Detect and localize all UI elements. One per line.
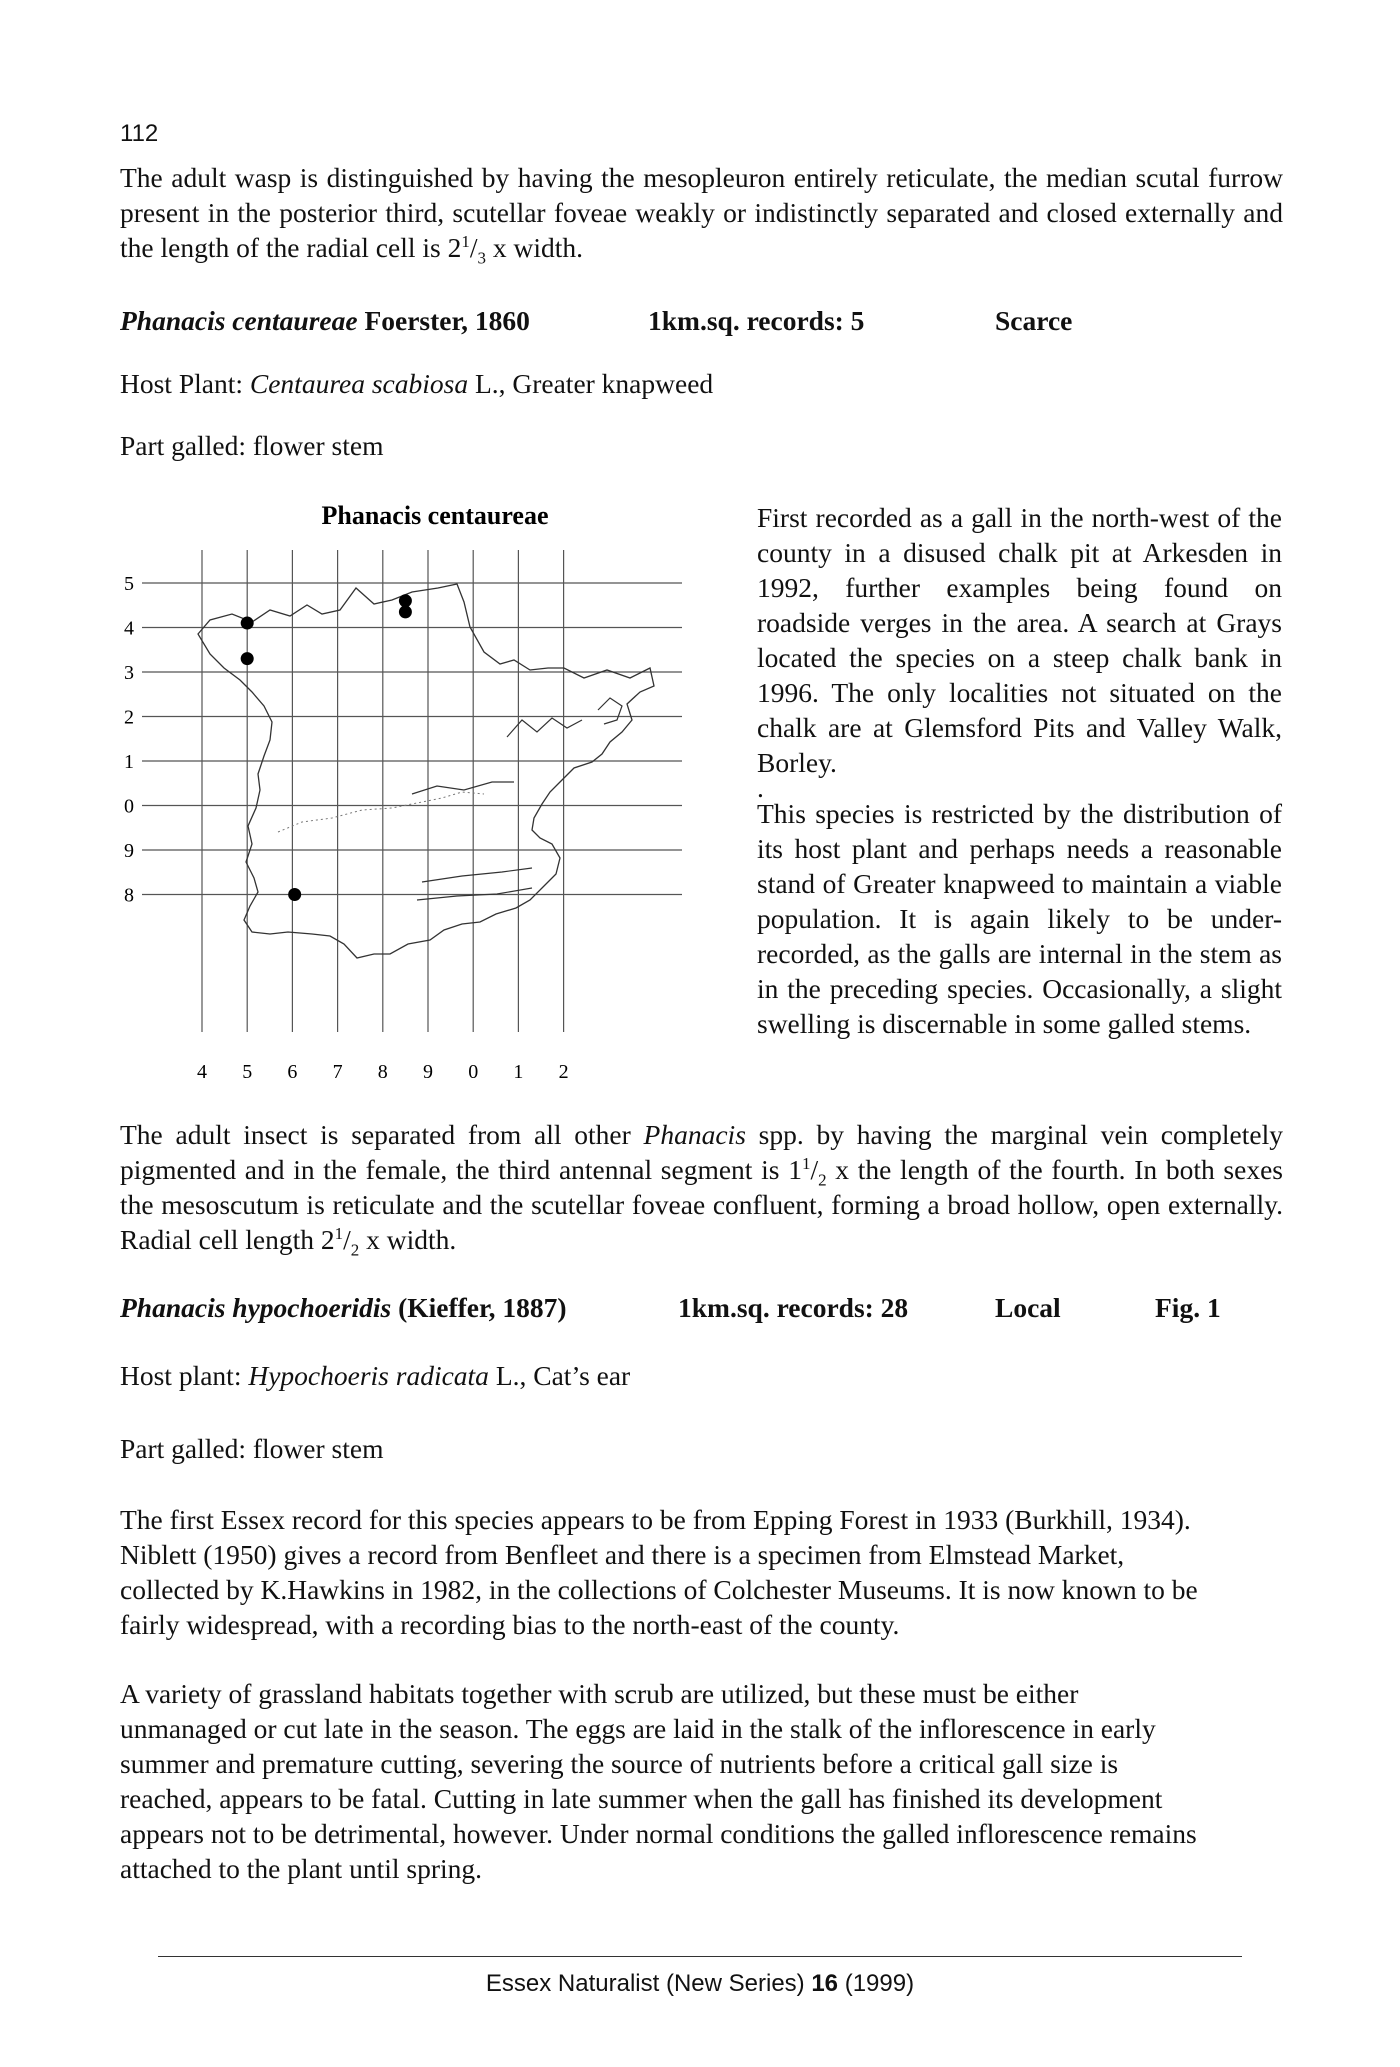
species-name: Phanacis centaureae: [120, 305, 358, 336]
footer-rule: [158, 1956, 1242, 1957]
species-name: Phanacis hypochoeridis: [120, 1292, 392, 1323]
part-galled: Part galled: flower stem: [120, 1433, 384, 1464]
record-dot: [241, 652, 254, 665]
y-axis-label: 9: [124, 840, 134, 862]
notes-paragraph: This species is restricted by the distribution of its host plant and perhaps needs a reasonable stand of Greater knapweed to maintain a viable population. It is again likely to be under-recorded, as the galls are internal in the stem as in the preceding species. Occasionally, a slight swelling is discernable in some galled stems.: [757, 798, 1282, 1039]
map-title: Phanacis centaureae: [321, 501, 549, 530]
distribution-map: [112, 492, 732, 1092]
notes-paragraph: First recorded as a gall in the north-west of the county in a disused chalk pit at Arkesden in 1992, further examples being found on roadside verges in the area. A search at Grays located the species on a steep chalk bank in 1996. The only localities not situated on the chalk are at Glemsford Pits and Valley Walk, Borley.: [757, 502, 1282, 778]
body-paragraph: A variety of grassland habitats together with scrub are utilized, but these must be either unmanaged or cut late in the season. The eggs are laid in the stalk of the inflorescence in early summer and premature cutting, severing the source of nutrients before a critical gall size is reached, appears to be fatal. Cutting in late summer when the gall has finished its development appears not to be detrimental, however. Under normal conditions the galled inflorescence remains attached to the plant until spring.: [120, 1678, 1197, 1884]
part-galled: Part galled: flower stem: [120, 430, 384, 461]
page-number: 112: [120, 120, 159, 147]
y-axis-label: 8: [124, 884, 134, 907]
estuary-line: [422, 868, 532, 882]
host-plant: Host Plant: Centaurea scabiosa L., Greater knapweed: [120, 368, 714, 399]
record-dot: [399, 594, 412, 607]
x-axis-label: 8: [377, 1061, 388, 1083]
x-axis-label: 5: [242, 1061, 253, 1083]
adult-paragraph: The adult insect is separated from all other Phanacis spp. by having the marginal vein completely pigmented and in the female, the third antennal segment is $1^1/_2$ x the length of the fourth. In both sexes the mesoscutum is reticulate and the scutellar foveae confluent, forming a broad hollow, open externally. Radial cell length $2^1/_2$ x width.: [120, 1119, 1283, 1260]
figure-ref: Fig. 1: [1155, 1292, 1221, 1323]
y-axis-label: 2: [124, 706, 134, 729]
x-axis-label: 2: [558, 1061, 569, 1083]
y-axis-label: 3: [124, 662, 134, 684]
county-outline: [198, 584, 654, 958]
species-heading: Phanacis centaureae Foerster, 1860: [120, 305, 530, 336]
host-plant: Host plant: Hypochoeris radicata L., Cat’s ear: [120, 1360, 631, 1391]
y-axis-label: 4: [124, 617, 134, 640]
notes-dot: .: [757, 772, 764, 803]
records-count: 1km.sq. records: 28: [678, 1292, 909, 1323]
x-axis-label: 0: [468, 1061, 479, 1083]
species-heading: Phanacis hypochoeridis (Kieffer, 1887): [120, 1292, 567, 1323]
footer-citation: Essex Naturalist (New Series) 16 (1999): [485, 1970, 915, 1997]
species-notes: [757, 500, 1282, 1041]
y-axis-label: 5: [124, 573, 134, 595]
status-label: Local: [995, 1292, 1061, 1323]
record-dot: [399, 605, 412, 618]
intro-paragraph: The adult wasp is distinguished by having the mesopleuron entirely reticulate, the median scutal furrow present in the posterior third, scutellar foveae weakly or indistinctly separated and closed externally and the length of the radial cell is $2^1/_3$ x width.: [120, 162, 1283, 268]
x-axis-label: 7: [332, 1061, 343, 1083]
river-line: [278, 792, 484, 832]
record-dot: [288, 888, 301, 901]
x-axis-label: 1: [513, 1061, 524, 1083]
x-axis-label: 4: [197, 1061, 207, 1083]
record-dot: [241, 617, 254, 630]
status-label: Scarce: [995, 305, 1073, 336]
x-axis-label: 9: [423, 1061, 433, 1083]
body-paragraph: The first Essex record for this species appears to be from Epping Forest in 1933 (Burkhill, 1934). Niblett (1950) gives a record from Benfleet and there is a specimen from Elmstead Market, collected by K.Hawkins in 1982, in the collections of Colchester Museums. It is now known to be fairly widespread, with a recording bias to the north-east of the county.: [120, 1504, 1198, 1640]
x-axis-label: 6: [287, 1061, 298, 1083]
records-count: 1km.sq. records: 5: [648, 305, 865, 336]
estuary-line: [598, 698, 622, 724]
y-axis-label: 0: [124, 795, 134, 818]
y-axis-label: 1: [124, 751, 134, 773]
